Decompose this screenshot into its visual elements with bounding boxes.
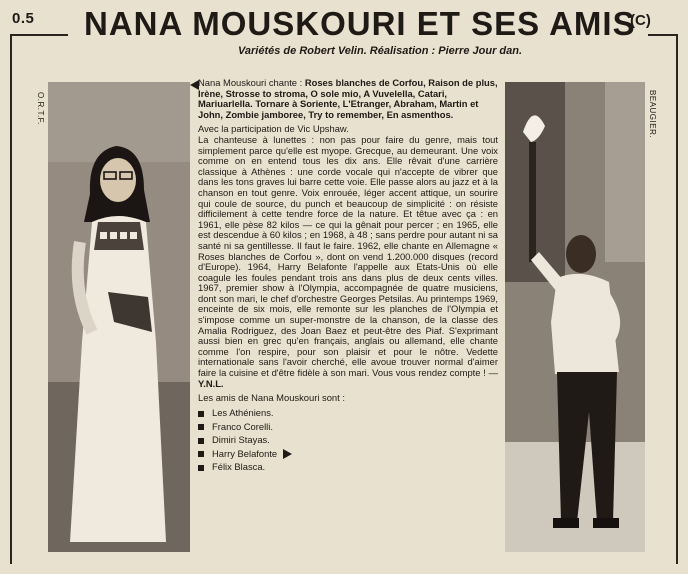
frame-left-rule	[10, 34, 12, 564]
friends-heading: Les amis de Nana Mouskouri sont :	[198, 392, 345, 404]
arrow-right-icon	[283, 449, 292, 459]
biography-text	[198, 135, 498, 389]
bullet-icon	[198, 451, 204, 457]
photo-credit-left: O.R.T.F.	[36, 92, 45, 125]
friend-name: Les Athéniens.	[212, 407, 274, 419]
list-item	[198, 407, 498, 421]
frame-right-rule	[676, 34, 678, 564]
bullet-icon	[198, 424, 204, 430]
author-signature: Y.N.L.	[198, 377, 224, 389]
friend-name: Franco Corelli.	[212, 420, 273, 432]
channel-marker: (C)	[630, 12, 651, 29]
frame-top-left-rule	[10, 34, 68, 36]
list-item	[198, 434, 498, 448]
biography-body: La chanteuse à lunettes : non pas pour faire du genre, mais tout simplement parce qu'elle est myope. Grecque, au demeurant. Une voix comme on en entend tous les dix ans. Elle rêvait d'une carrière classique à Athènes : une corde vocale qui n'accepte de vibrer que dans les tons graves lui barre cette voie. Elle passe alors au jazz et à la chanson en tout genre. Voix enrouée, léger accent attique, un sourire qui coule de source, du punch et beaucoup de simplicité : on résiste difficilement à cette tendre force de la nature. Et têtue avec ça : en 1961, elle pèse 82 kilos — ce qui la gênait pour percer ; en 1965, elle est descendue à 60 kilos ; en 1968, à 48 ; sans perdre pour autant ni sa santé ni sa gentillesse. Il faut le faire. 1962, elle chante en Allemagne « Roses blanches de Corfou », dont on vend 1.200.000 disques (record d'Europe). 1964, Harry Belafonte l'appelle aux Etats-Unis où elle coagule les foules pendant trois ans dans plus de deux cents villes. 1967, premier show à l'Olympia, accompagnée de quatre musiciens, dont son mari, le chef d'orchestre Georges Petsilas. Au printemps 1969, enceinte de six mois, elle remonte sur les planches de l'Olympia et s'impose comme un super-monstre de la chanson, de la classe des Amalia Rodriguez, des Joan Baez et peut-être des Piaf. S'exprimant aussi bien en grec qu'en français, anglais ou allemand, elle chante comme l'on respire, pour son plaisir et pour le nôtre. Vedette internationale sans l'avoir cherché, elle avoue trouver normal d'aimer faire la cuisine et d'être fidèle à son mari. Vous vous rendez compte ! —	[198, 133, 498, 379]
article-column	[198, 78, 498, 474]
bullet-icon	[198, 438, 204, 444]
song-list: Roses blanches de Corfou, Raison de plus, Irène, Strosse to stroma, O sole mio, A Vuvelella, Catari, Mariuarlella. Tornare à Soriente, L'Etranger, Abraham, Martin et John, Zombie jamboree, Try to remember, En asmenthos.	[198, 77, 498, 120]
bullet-icon	[198, 465, 204, 471]
list-item	[198, 461, 498, 475]
photo-harry-belafonte	[505, 82, 645, 552]
friend-name: Félix Blasca.	[212, 461, 266, 473]
photo-nana-mouskouri	[48, 82, 190, 552]
friend-name: Harry Belafonte	[212, 447, 278, 459]
program-credits: Variétés de Robert Velin. Réalisation : Pierre Jour dan.	[237, 45, 523, 57]
songs-paragraph	[198, 78, 498, 120]
broadcast-time: 0.5	[12, 10, 35, 27]
songs-intro: Nana Mouskouri chante :	[198, 77, 305, 88]
list-item	[198, 447, 498, 461]
performer-illustration	[505, 82, 645, 552]
friend-name: Dimiri Stayas.	[212, 434, 270, 446]
page-title: NANA MOUSKOURI ET SES AMIS	[84, 5, 636, 42]
bullet-icon	[198, 411, 204, 417]
singer-illustration	[48, 82, 190, 552]
participation-line: Avec la participation de Vic Upshaw.	[198, 123, 349, 135]
list-item	[198, 420, 498, 434]
photo-credit-right: BEAUGIER.	[648, 90, 657, 139]
friends-list	[198, 407, 498, 475]
frame-top-right-rule	[648, 34, 678, 36]
